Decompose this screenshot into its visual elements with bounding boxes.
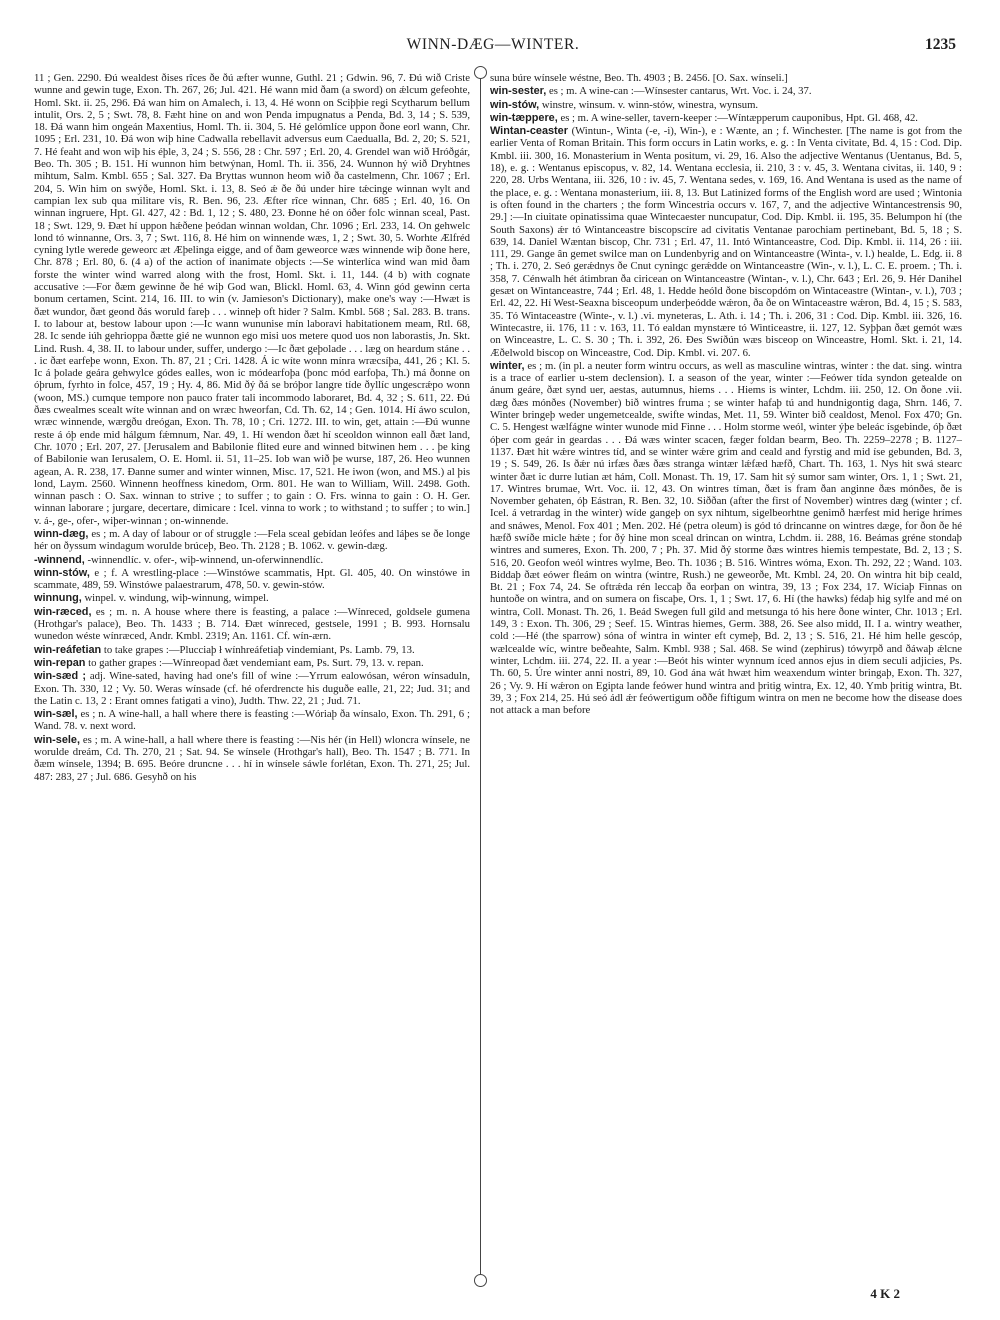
entry-body: winstre, winsum. v. winn-stów, winestra, wynsum.: [541, 98, 759, 111]
dictionary-entry: [34, 72, 470, 527]
entry-body: es ; m. (in pl. a neuter form wintru occurs, as well as masculine wintras, winter : the dat. sing. wintra is a trace of earlier u-stem declension). I. a season of the year, winter :—Feówer tída syndon getealde on ánum geáre, ðæt synd uer, aestas, autumnus, hiems . . . Hiems is winter, Lchdm. iii. 250, 12. On ðone .vii. dæg ðæs mónðes (November) bið wintres fruma ; se winter hafaþ tú and hundnigontig daga, Shrn. 146, 7. Winter bringeþ weder ungemetcealde, swifte windas, Met. 11, 59. Winter bið cealdost, Menol. Fox 470; Gn. C. 5. Hengest wælfágne winter wunode mid Finne . . . Holm storme weól, winter ýþe beleác ísgebinde, óþ ðæt óþer com geár in geardas . . . Ðá wæs winter scacen, fæger foldan bearm, Beo. Th. 2259–2278 ; B. 1127–1137. Ðæt hit wǽre wintres tíd, and se winter wǽre grim and ceald and fyrstig and mid íse gebunden, Bd. 3, 19 ; S. 549, 26. Is ðǽr nú irfæs ðæs ðæs stranga wintær lǽfæd hæfð, Chart. Th. 163, 1. Nys hit swá stearc winter ðæt ic durre lutian æt hám, Coll. Monast. Th. 19, 17. Sam hit sý sumor sam winter, Ors. 1, 1 ; Swt. 21, 17. Wintres brumae, Wrt. Voc. ii. 12, 43. On wintres tíman, ðæt is fram ðan anginne ðæs mónðes, ðe is November gehaten, óþ Eástran, R. Ben. 32, 10. Siððan (after the first of November) wintres dæg (winter ; cf. Icel. á vetrardag in the winter) wíde gangeþ on syx nihtum, sigelbeorhtne genimð hærfest mid herige hrímes and snáwes, Menol. Fox 401 ; Men. 202. Hé (petra oleum) is gód tó drincanne on wintres dæge, for ðon ðe hé hæfð swíðe micle hǽte ; for ðý hine mon sceal drincan on wintra, Lchdm. ii. 288, 16. Beámas gréne stondaþ wintres and sumeres, Exon. Th. 200, 7 ; Ph. 37. Mid ðý storme ðæs wintres hiemis tempestate, Bd. 2, 13 ; S. 516, 20. Geofon weól wintres wylme, Beo. Th. 1036 ; B. 516. Wintres wóma, Exon. Th. 292, 22 ; Wand. 103. Biddaþ ðæt eówer fleám on wintra (wintre, Rush.) ne geweorðe, Mt. Kmbl. 24, 20. On wintra hit biþ ceald, Bt. 21 ; Fox 74, 24. Se oftrǽda rén leccaþ ða eorþan on wintra, 39, 13 ; Fox 234, 17. Wíciaþ Finnas on huntoðe on wintra, and on sumera on fiscaþe, Ors. 1, 1 ; Swt. 17, 6. Hí (the hawks) fédaþ hig sylfe and mé on wintra, Coll. Monast. Th. 26, 1. Beád Swegen full gild and metsunga tó his here ðone winter, Chr. 1013 ; Erl. 149, 3 : Exon. Th. 306, 29 ; Seef. 15. Wintras hiemes, Germ. 388, 26. See also midd, II. I a. wintry weather, cold :—Hé (the sparrow) sóna of wintra in winter eft cymeþ, Bd. 2, 13 ; S. 516, 21. Hé him helle gescóp, wælcealde wíc, wintre beðeahte, Salm. Kmbl. 938 ; Sal. 468. Se wind (zephirus) tówyrpð and ðáwaþ ǽlcne winter, Lchdm. iii. 274, 22. II. a year :—Beót his winter wynnum íced annos ejus in diem seculi adjicies, Ps. Th. 60, 5. Úre winter anni nostri, 89, 10. God ána wát hwæt him weaxendum winter bringaþ, Exon. Th. 327, 26 ; Vy. 9. Hí wǽron on Egipta lande feówer hund wintra and þritig wintra, Ex. 12, 40. Ymb þritig wintra, Bt. 39, 3 ; Fox 214, 25. Hú seó ádl ǽr feówertigum oððe fiftigum wintra on men ne become how the disease does not attack a man before: [490, 359, 962, 717]
dictionary-entry: [490, 112, 962, 124]
entry-body: adj. Wine-sated, having had one's fill of wine :—Yrrum ealowósan, wéron wínsaduln, Exon. Th. 330, 12 ; Vy. 50. Weras wínsade (cf. hé oferdrencte his duguðe ealle, 21, 22; Jud. 31; and the Latin c. 13, 2 : Erant omnes fatigati a vino), Judth. Thw. 22, 21 ; Jud. 71.: [34, 670, 470, 707]
dictionary-entry: [34, 592, 470, 604]
dictionary-entry: [34, 606, 470, 643]
entry-headword: Wintan-ceaster: [490, 125, 568, 138]
entry-headword: -winnend,: [34, 553, 85, 566]
entry-body: e ; f. A wrestling-place :—Winstówe scammatis, Hpt. Gl. 405, 40. On winstówe in scammate, 489, 59. Winstówe palaestrarum, 478, 50. v. gewin-stów.: [34, 566, 470, 592]
dictionary-entry: [34, 644, 470, 656]
entry-headword: win-sester,: [490, 85, 547, 98]
entry-body: 11 ; Gen. 2290. Ðú wealdest ðises rîces ðe ðú æfter wunne, Guthl. 21 ; Gdwin. 96, 7. Ðú wið Criste wunne and gewin tuge, Exon. Th. 267, 26; Jul. 421. Hé wann mid ðam (a sword) on ǽlcum gefeohte, Homl. Skt. ii. 25, 296. Ðá wan him on Amalech, i. 13, 4. Hé wonn on Sciþþie regi Scytharum bellum intulit, Ors. 2, 5 ; Swt. 78, 8. Fæht hine on and won Penda impugnatus a Penda, Bd. 3, 14 ; S. 539, 18. Ðá wann him ongeán Maxentius, Homl. Th. ii. 304, 5. Hé gelómlíce uppon ðone eorl wann, Chr. 1095 ; Erl. 231, 10. Ðá won wiþ hine Cadwalla rebellavit adversus eum Caedualla, Bd. 2, 20; S. 521, 7. Hé feaht and won wiþ his éþle, 3, 24 ; S. 556, 28 : Chr. 597 ; Erl. 20, 4. Grendel wan wið Hróðgár, Beo. Th. 305 ; B. 151. Hí wunnon him betwýnan, Homl. Th. ii. 356, 24. Wunnon hý wið Dryhtnes mihtum, Salm. Kmbl. 655 ; Sal. 327. Ða Bryttas wunnon heom wið ða castelmenn, Chr. 1067 ; Erl. 204, 5. Win him on swýðe, Homl. Skt. i. 13, 8. Seó ǽ ðe ðú under hire tǽcinge winnan wylt and campian lex sub qua militare vis, R. Ben. 96, 23. Æfter rîce winnan, Chr. 685 ; Erl. 40, 16. On winnan ingruere, Hpt. Gl. 427, 42 : Bd. 1, 12 ; S. 480, 23. Ðonne hé on óðer folc winnan sceal, Past. 18 ; Swt. 129, 9. Ðæt hí uppon hǽðene þeódan winnan woldan, Chr. 1096 ; Erl. 233, 14. On gehwelc lond tó winnanne, Ors. 3, 7 ; Swt. 116, 8. Hé him on winnende wæs, 1, 2 ; Swt. 30, 5. Worhte Ælfréd cyning lytle werede geweorc æt Æþelinga eigge, and of ðam geweorce wæs winnende wiþ ðone here, Chr. 878 ; Erl. 80, 6. (4 a) of the action of inanimate objects :—Se winterlíca wind wan mid ðam forste the winter wind warred along with the frost, Homl. Skt. i. 11, 144. (4 b) with cognate accusative :—For ðæm gewinne ðe hé wiþ God wan, Blickl. Homl. 63, 4. Winn gód gewinn certa bonum certamen, Scint. 214, 16. III. to win (v. Jamieson's Dictionary), make one's way :—Hwæt is ðæt wundor, ðæt geond ðás woruld fareþ . . . winneþ oft hider ? Salm. Kmbl. 568 ; Sal. 283. B. trans. I. to labour at, bestow labour upon :—Ic wann wununise mín laboravi habitationem meam, Rtl. 68, 28. Ic sende iúh gehrioppa ðætte gié ne wunnon ego misi uos metere quod uos non laborastis, Jn. Skt. Lind. Rush. 4, 38. II. to labour under, suffer, undergo :—Ic ðæt geþolade . . . læg on heardum stáne . . . ic ðæt earfeþe wonn, Exon. Th. 87, 21 ; Cri. 1428. Á ic wíte wonn mínra wræcsíþa, 441, 26 ; Kl. 5. Ic á þolade geára gehwylce gódes ealles, won ic módearfoþa (þonc mód earfoþa, Th.) má ðonne on óþrum, fyrhto in folce, 457, 19 ; Hy. 4, 86. Mid ðý ðá se bróþor langre tíde ðyllíc ungescrǽpo wonn (woon, MS.) cumque tempore non pauco frater tali incommodo laboraret, Bd. 4, 32 ; S. 611, 22. Ðú ðæs cwealmes scealt wíte winnan and on wræc hweorfan, Cd. Th. 62, 14 ; Gen. 1014. Hí áwo sculon, wræc winnende, wærgðu dreógan, Exon. Th. 78, 10 ; Cri. 1272. III. to win, get, attain :—Ðú wunne reste á óþ ende mid hálgum fǽmnum, Nar. 49, 1. Hí wendon ðæt hí sceoldon winnon eall ðæt land, Chr. 1070 ; Erl. 207, 27. [Jerusalem and Babilonie flited eure and winned bitwinen hem . . . þe king of Babilonie wan Ierusalem, O. E. Homl. ii. 51, 11–25. Iob wan wið þe wurse, 187, 26. Heo wunnen agean, A. R. 238, 17. Ðanne sumer and winter winnen, Misc. 17, 521. He iwon (won, and MS.) al þis lond, Laym. 2560. Winnenn heoffness kinedom, Orm. 801. He wan to William, Will. 2498. Goth. winnan pasch : O. Sax. winnan to strive ; to suffer ; to gain : O. Frs. winna to gain : O. H. Ger. winnan laborare ; jurgare, decertare, dimicare : Icel. vinna to work ; to withstand ; to suffer ; to win.] v. á-, ge-, ofer-, wiþer-winnan ; on-winnende.: [34, 72, 470, 527]
column-rule: [480, 72, 481, 1280]
entry-body: es ; m. n. A house where there is feasting, a palace :—Wínreced, goldsele gumena (Hrothgar's palace), Beo. Th. 1433 ; B. 714. Ðæt wínreced, gestsele, 1991 ; B. 993. Hornsalu wunedon wéste wínræced, Andr. Kmbl. 2319; An. 1161. Cf. wín-ærn.: [34, 605, 470, 643]
page-header: [30, 36, 956, 58]
page-number: 1235: [925, 36, 956, 53]
entry-body: (Wintun-, Winta (-e, -i), Win-), e : Wænte, an ; f. Winchester. [The name is got from the earlier Venta of Roman Britain. This form occurs in Latin works, e. g. : In Venta civitate, Bd. 4, 15 : Cod. Dip. Kmbl. iii. 300, 16. Monasterium in Wenta positum, vi. 29, 16. Also the adjective Wentanus (Uentanus, Bd. 5, 18), e. g. : Wentanus episcopus, v. 82, 14. Wentana ecclesia, ii. 210, 3 : v. 45, 3. Wentana civitas, ii. 140, 9 : 220, 28. Urbs Wentana, iii. 326, 10 : iv. 45, 7. Wentana sedes, v. 169, 16. And Wentana is used as the name of the place, e. g. : Wentana monasterium, iii. 8, 13. But Latinized forms of the English word are used ; Wintonia is often found in the charters ; the form Wincestria occurs v. 167, 7, and the adjective Wintancestrensis 90, 29.] :—In ciuitate opinatissima quae Wintecaester nuncupatur, Cod. Dip. Kmbl. ii. 195, 35. Belumpon hí (the South Saxons) ǽr tó Wintanceastre biscopscíre ad civitatis Ventanae parochiam pertinebant, Bd. 5, 18 ; S. 639, 14. Daniel Wæntan biscop, Chr. 731 ; Erl. 47, 11. Intó Wintanceastre, Cod. Dip. Kmbl. ii. 114, 26 : iii. 111, 29. Gange ân gemet swilce man on Lundenbyrig and on Wintanceastre (Winta-, v. l.) healde, L. Edg. ii. 8 ; Th. i. 270, 2. Seó gerǽdnys ðe Cnut cyningc gerǽdde on Wintanceastre (Win-, v. l.), L. C. E. proem. ; Th. i. 358, 7. Cénwalh hét átimbran ða ciricean on Wintanceastre (Wintan-, v. l.), Chr. 643 ; Erl. 26, 9. Hér Danihel gesæt on Wintanceastre, 744 ; Erl. 48, 1. Hedde heóld ðone biscopdóm on Wintaceastre (Wintan-, v. l.), 703 ; Erl. 42, 22. Hí West-Seaxna bisceopum underþeóddе wǽron, ða ðe on Wintaceastre wǽron, Bd. 4, 15 ; S. 583, 35. Tó Wintaceastre (Winte-, v. l.) .vi. myneteras, L. Ath. i. 14 ; Th. i. 206, 31 : Cod. Dip. Kmbl. iii. 326, 16. Wintecastre, ii. 176, 11 : v. 163, 11. Tó ealdan mynstære tó Winticeastre, ii. 127, 12. Syþþan ðæt gemót wæs on Winceastre, L. C. S. 30 ; Th. i. 392, 26. Ðes Swíðún wæs bisceop on Winceastre, Homl. Skt. i. 21, 14. Æðelwold biscop on Winceastre, Cod. Dip. Kmbl. vi. 207. 6.: [490, 125, 962, 359]
entry-headword: win-tæppere,: [490, 111, 558, 124]
rule-ornament-bottom-icon: [474, 1274, 487, 1287]
dictionary-entry: [34, 528, 470, 553]
entry-headword: win-ræced,: [34, 605, 92, 618]
dictionary-entry: [34, 567, 470, 592]
dictionary-entry: [34, 708, 470, 733]
rule-ornament-top-icon: [474, 66, 487, 79]
entry-headword: win-sæd ;: [34, 670, 86, 683]
dictionary-entry: [490, 125, 962, 359]
entry-body: suna búre wínsele wéstne, Beo. Th. 4903 ; B. 2456. [O. Sax. wínseli.]: [490, 72, 788, 84]
running-title: WINN-DÆG—WINTER.: [406, 36, 580, 53]
left-column: [34, 72, 470, 1282]
entry-headword: winter,: [490, 359, 525, 372]
entry-body: to take grapes :—Plucciaþ ł wínhreáfetiaþ vindemiant, Ps. Lamb. 79, 13.: [103, 643, 415, 656]
entry-body: to gather grapes :—Wínreopad ðæt vendemiant eam, Ps. Surt. 79, 13. v. repan.: [88, 656, 424, 669]
entry-headword: winn-stów,: [34, 566, 90, 579]
dictionary-entry: [490, 99, 962, 111]
dictionary-entry: [34, 657, 470, 669]
entry-headword: win-repan: [34, 656, 86, 669]
entry-body: es ; m. A day of labour or of struggle :—Fela sceal gebídan leófes and láþes se ðe longe hér on ðyssum windagum worulde brúceþ, Beo. Th. 2128 ; B. 1062. v. gewin-dæg.: [34, 527, 470, 553]
entry-body: winpel. v. windung, wiþ-winnung, wimpel.: [84, 592, 269, 605]
entry-body: es ; m. A wine-seller, tavern-keeper :—Wíntæpperum cauponibus, Hpt. Gl. 468, 42.: [560, 111, 918, 124]
entry-body: es ; m. A wine-hall, a hall where there is feasting :—Nis hér (in Hell) wloncra wínsele, ne worulde dreám, Cd. Th. 270, 21 ; Sat. 94. Se wínsele (Hrothgar's hall), Beo. Th. 1547 ; B. 771. In ðæm wínsele, 1394; B. 695. Beóre druncne . . . hí in wínsele sáwle forlétan, Exon. Th. 271, 25; Jul. 487: 283, 27 ; Jul. 686. Gesyhð on his: [34, 733, 470, 783]
signature-mark: 4 K 2: [870, 1286, 900, 1301]
entry-body: -winnendlíc. v. ofer-, wiþ-winnend, un-oferwinnendlíc.: [87, 553, 324, 566]
entry-headword: win-sæl,: [34, 708, 78, 721]
entry-headword: win-stów,: [490, 98, 540, 111]
dictionary-entry: [34, 670, 470, 707]
right-column: [490, 72, 962, 1282]
dictionary-entry: [490, 85, 962, 97]
dictionary-entry: [490, 360, 962, 717]
entry-headword: win-sele,: [34, 733, 80, 746]
dictionary-entry: [490, 72, 962, 84]
dictionary-entry: [34, 734, 470, 783]
entry-headword: win-reáfetian: [34, 643, 102, 656]
entry-body: es ; n. A wine-hall, a hall where there is feasting :—Wóriaþ ða wínsalo, Exon. Th. 291, 6 ; Wand. 78. v. next word.: [34, 708, 470, 733]
entry-headword: winnung,: [34, 592, 82, 605]
entry-body: es ; m. A wine-can :—Wínsester cantarus, Wrt. Voc. i. 24, 37.: [548, 85, 812, 98]
dictionary-entry: [34, 554, 470, 566]
entry-headword: winn-dæg,: [34, 527, 89, 540]
